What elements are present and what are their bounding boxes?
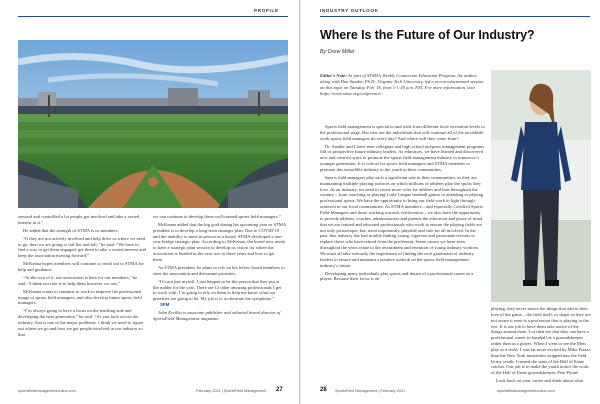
paragraph: steward and controlled a lot people got involved and take a vested interest in it.” (18, 214, 140, 225)
section-label: INDUSTRY OUTLOOK (320, 8, 379, 13)
left-column-1 (18, 214, 146, 340)
paragraph: McKenna hopes members will continue to reach out to STMA for help and guidance. (18, 261, 144, 273)
author-photo (491, 70, 591, 302)
header-rule (320, 16, 590, 17)
left-page (0, 0, 299, 404)
footer-site: sportsfieldmanagementonline.com (497, 389, 555, 393)
footer-site: sportsfieldmanagementonline.com (18, 389, 76, 393)
paragraph: “If they are not actively involved and help drive us where we need to go, then we are going to fail flat and fall,” he said. “We have to find a way to get them engaged, get them to take a vested interest and keep the association moving forward.” (18, 235, 146, 259)
left-column-2 (153, 214, 286, 324)
paragraph: we can continue to develop these well-trained sports field managers.” (153, 214, 281, 219)
paragraph: As STMA president, he plans to rely on his fellow board members to steer the association and determine priorities. (153, 264, 285, 276)
footer-issue: February 2021 | SportsField Management (196, 389, 267, 393)
right-column-2 (491, 306, 591, 384)
paragraph: Look back on your career and think about what (496, 378, 583, 384)
paragraph: “At the root of it, our association is here for our members,” he said. “I think our role is to help them however we can.” (18, 274, 138, 286)
end-mark: SFM (160, 302, 170, 308)
paragraph: playing, they never notice the things that add to their love of the game – the field itself, or shape so they are not aware it even is a profession that is playing to the eye. It is our job to have them take notice of the things around them. Lot then see that they can have a professional career in baseball as a groundskeeper rather than as a player. When I went to see the Mets play as a child, I was far more excited by Mike Piazza than the New York mustaches stripped into the field. In my youth, I turned the seats of the Hall of Fame catcher. Our job is to make the youth notice the work of the Hall of Fame groundskeeper, Pete Flynn! (491, 306, 591, 376)
editors-note (320, 73, 485, 96)
paragraph: McKenna wants to continue to work to improve the professional image of sports field managers, and also develop future sports field managers. (18, 288, 142, 306)
editors-note-label: Editor’s Note: (320, 73, 347, 78)
paragraph: Sports field managers play such a significant role in their communities, as they are maintaining multiple playing surfaces on which millions of athletes play the sports they love. As an industry, we need to create more roles for athletes and fans throughout the country – from watching or playing Little League baseball games to attending or playing professional sports. We have the opportunity to bring our field work to light through outreach in our local communities. As STMA members – and especially Certified Sports Field Managers and those working towards certification – we also have the opportunity to provide athletes, coaches, administrators and parents the education and peace of mind that we are trained and educated professionals who work to ensure the playing fields are not only picturesque, but, most importantly, playable and safe for all involved. In the past, this industry has had trouble finding young, vigorous and passionate recruits to replace those who have retired from the profession. Some causes we have seen throughout the years relate to the recruitment and retention of young industry workers. We must all take seriously the importance of finding the next generation of industry leaders to ensure and maintain a positive outlook on the sports field management industry’s future. (320, 174, 484, 268)
header-rule (18, 16, 288, 17)
byline: By Drew Miller (320, 49, 355, 55)
paragraph: Developing many individuals play sports and dream of a professional career as a player. Because their focus is on (320, 270, 474, 282)
page-number: 28 (320, 387, 327, 393)
paragraph: He added that the strength of STMA is its members. (23, 227, 119, 233)
quote-text: “It’s not just myself. I just happen to be the person that they put at the rudder for the year. There are 12 other amazing professionals I get to work with. I’m going to rely on them to help me know what our priorities are going to be. My job is to orchestrate the symphony.” (153, 278, 282, 302)
stadium-photo (18, 40, 288, 208)
section-label: PROFILE (254, 8, 279, 13)
page-number: 27 (276, 387, 283, 393)
right-page (301, 0, 600, 404)
article-title: Where Is the Future of Our Industry? (320, 28, 535, 42)
paragraph: McKenna added that the big goal during his upcoming year as STMA president is to develop a long-term strategic plan. Due to COVID-19 and the inability to meet in person as a board, STMA developed a one-year bridge strategic plan. According to McKenna, the board now needs to have a strategic plan session to develop its vision for where the association is headed in the next two to three years and how to get there. (153, 221, 286, 262)
paragraph: Sports field management is special to and wide from different local recreation levels to the professional stage. But who are the individuals that will continue all of the incredible work sports field managers do every day? And where will they come from? (320, 124, 485, 141)
author-bio: John Ervilha is associate publisher and editorial brand director of SportsField Management magazine. (153, 310, 281, 321)
paragraph: “I’m always going to have a focus on the teaching side and developing the next generation,” he said. “As you look across the industry, that is one of the major problems. I think we need to figure out where we go and how we get people involved in our industry so that (18, 308, 144, 337)
paragraph (153, 279, 286, 308)
paragraph: Dr. Sandor and I have seen collegiate and high school turfgrass management programs full of prospective future industry leaders. As educators, we have learned and discovered new and creative ways to promote the sports field management industry to tomorrow’s younger generation. It is critical for sports field managers and STMA members to promote this incredible industry to the youth in their communities. (320, 143, 485, 172)
right-column-1 (320, 124, 485, 284)
editors-note-text: As part of STMA’s Weekly Connection Education Program, the author, along with Dan Sandor, Ph.D., Virginia Tech University, led a recent educational session on this topic on Tuesday, Feb. 16, from 1-1:45 p.m. EST. For more information, visit https://www.stma.org/conference/. (320, 73, 484, 96)
footer-issue: SportsField Management | February 2021 (335, 389, 406, 393)
